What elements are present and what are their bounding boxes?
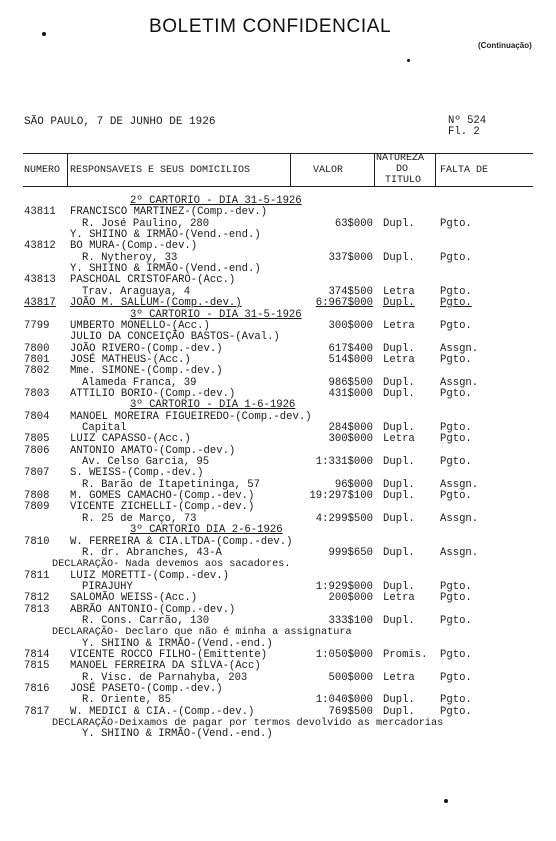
title-nature: Letra xyxy=(383,286,415,298)
party-name: JULIO DA CONCEIÇÃO BASTOS-(Aval.) xyxy=(70,331,280,343)
address-line: R. Nytheroy, 33 xyxy=(82,252,178,264)
protest-reason: Pgto. xyxy=(440,706,472,718)
title-nature: Dupl. xyxy=(383,513,415,525)
party-name: ABRÃO ANTONIO-(Comp.-dev.) xyxy=(70,604,236,616)
protest-reason: Pgto. xyxy=(440,490,472,502)
protest-reason: Assgn. xyxy=(440,343,479,355)
value-amount: 500$000 xyxy=(328,672,373,684)
protest-reason: Pgto. xyxy=(440,433,472,445)
party-name: VICENTE ZICHELLI-(Comp.-dev.) xyxy=(70,501,255,513)
cartorio-heading: 3º CARTORIO DIA 2-6-1926 xyxy=(130,524,283,536)
address-line: Y. SHIINO & IRMÃO-(Vend.-end.) xyxy=(82,728,273,740)
party-name: S. WEISS-(Comp.-dev.) xyxy=(70,467,204,479)
value-amount: 337$000 xyxy=(328,252,373,264)
value-amount: 999$650 xyxy=(328,547,373,559)
address-line: PIRAJUHY xyxy=(82,581,133,593)
entry-number: 7811 xyxy=(24,570,50,582)
continuation-note: (Continuação) xyxy=(478,41,532,50)
party-name: UMBERTO MONELLO-(Acc.) xyxy=(70,320,210,332)
party-name: M. GOMES CAMACHO-(Comp.-dev.) xyxy=(70,490,255,502)
value-amount: 333$100 xyxy=(328,615,373,627)
entry-number: 7805 xyxy=(24,433,50,445)
address-line: R. 25 de Março, 73 xyxy=(82,513,197,525)
party-name: ATTILIO BORIO-(Comp.-dev.) xyxy=(70,388,236,400)
entry-number: 7799 xyxy=(24,320,50,332)
address-line: Trav. Araguaya, 4 xyxy=(82,286,191,298)
cartorio-heading: 2º CARTORIO - DIA 31-5-1926 xyxy=(130,195,302,207)
protest-reason: Pgto. xyxy=(440,456,472,468)
value-amount: 431$000 xyxy=(328,388,373,400)
title-nature: Letra xyxy=(383,433,415,445)
entry-number: 7800 xyxy=(24,343,50,355)
value-amount: 514$000 xyxy=(328,354,373,366)
value-amount: 374$500 xyxy=(328,286,373,298)
title-nature: Dupl. xyxy=(383,422,415,434)
column-natureza-3: TITULO xyxy=(385,175,422,186)
entry-number: 7810 xyxy=(24,536,50,548)
protest-reason: Pgto. xyxy=(440,286,472,298)
entry-number: 7817 xyxy=(24,706,50,718)
entry-number: 43813 xyxy=(24,274,56,286)
entry-number: 7802 xyxy=(24,365,50,377)
entry-number: 43817 xyxy=(24,297,56,309)
column-numero: NUMERO xyxy=(24,165,61,176)
declaration-line: DECLARAÇÃO- Nada devemos aos sacadores. xyxy=(52,559,291,570)
address-line: Alameda Franca, 39 xyxy=(82,377,197,389)
entry-number: 7809 xyxy=(24,501,50,513)
protest-reason: Pgto. xyxy=(440,592,472,604)
title-nature: Dupl. xyxy=(383,615,415,627)
entry-number: 7812 xyxy=(24,592,50,604)
bulletin-number: Nº 524 xyxy=(448,115,487,127)
title-nature: Dupl. xyxy=(383,706,415,718)
value-amount: 769$500 xyxy=(328,706,373,718)
party-name: JOSÉ PASETO-(Comp.-dev.) xyxy=(70,683,223,695)
party-name: LUIZ CAPASSO-(Acc.) xyxy=(70,433,191,445)
value-amount: 300$000 xyxy=(328,433,373,445)
entry-number: 7803 xyxy=(24,388,50,400)
title-nature: Dupl. xyxy=(383,490,415,502)
cartorio-heading: 3º CARTORIO - DIA 1-6-1926 xyxy=(130,399,296,411)
protest-reason: Pgto. xyxy=(440,694,472,706)
address-line: R. dr. Abranches, 43-A xyxy=(82,547,222,559)
party-name: Y. SHIINO & IRMÃO-(Vend.-end.) xyxy=(70,229,261,241)
protest-reason: Pgto. xyxy=(440,388,472,400)
address-line: R. Barão de Itapetininga, 57 xyxy=(82,479,261,491)
protest-reason: Pgto. xyxy=(440,354,472,366)
value-amount: 63$000 xyxy=(334,218,373,230)
declaration-line: DECLARAÇÃO-Deixamos de pagar por termos devolvido as mercadorias xyxy=(52,718,444,729)
party-name: JOÃO RIVERO-(Comp.-dev.) xyxy=(70,343,223,355)
address-line: R. Oriente, 85 xyxy=(82,694,172,706)
entry-number: 43812 xyxy=(24,240,56,252)
party-name: SALOMÃO WEISS-(Acc.) xyxy=(70,592,198,604)
title-nature: Letra xyxy=(383,320,415,332)
value-amount: 19:297$100 xyxy=(309,490,373,502)
address-line: Y. SHIINO & IRMÃO-(Vend.-end.) xyxy=(82,638,273,650)
entry-number: 7807 xyxy=(24,467,50,479)
address-line: Capital xyxy=(82,422,127,434)
protest-reason: Pgto. xyxy=(440,581,472,593)
value-amount: 4:299$500 xyxy=(315,513,373,525)
address-line: Av. Celso Garcia, 95 xyxy=(82,456,210,468)
sheet-number: Fl. 2 xyxy=(448,126,480,138)
protest-reason: Pgto. xyxy=(440,615,472,627)
title-nature: Dupl. xyxy=(383,343,415,355)
value-amount: 284$000 xyxy=(328,422,373,434)
value-amount: 300$000 xyxy=(328,320,373,332)
column-natureza-1: NATUREZA xyxy=(376,153,425,164)
title-nature: Dupl. xyxy=(383,479,415,491)
party-name: FRANCISCO MARTINEZ-(Comp.-dev.) xyxy=(70,206,268,218)
party-name: MANOEL FERREIRA DA SILVA-(Acc) xyxy=(70,660,261,672)
title-nature: Dupl. xyxy=(383,252,415,264)
protest-reason: Assgn. xyxy=(440,479,479,491)
title-nature: Letra xyxy=(383,672,415,684)
entry-number: 7804 xyxy=(24,411,50,423)
party-name: MANOEL MOREIRA FIGUEIREDO-(Comp.-dev.) xyxy=(70,411,312,423)
title-nature: Dupl. xyxy=(383,297,415,309)
protest-reason: Assgn. xyxy=(440,377,479,389)
declaration-line: DECLARAÇÃO- Declaro que não é minha a assignatura xyxy=(52,627,352,638)
place-date: SÃO PAULO, 7 DE JUNHO DE 1926 xyxy=(24,116,216,128)
title-nature: Dupl. xyxy=(383,388,415,400)
value-amount: 617$400 xyxy=(328,343,373,355)
title-nature: Dupl. xyxy=(383,377,415,389)
protest-reason: Pgto. xyxy=(440,218,472,230)
protest-reason: Pgto. xyxy=(440,252,472,264)
value-amount: 1:331$000 xyxy=(315,456,373,468)
ink-mark-dot xyxy=(407,59,410,62)
column-valor: VALOR xyxy=(313,165,344,176)
title-nature: Letra xyxy=(383,592,415,604)
value-amount: 986$500 xyxy=(328,377,373,389)
party-name: ANTONIO AMATO-(Comp.-dev.) xyxy=(70,445,236,457)
entry-number: 7813 xyxy=(24,604,50,616)
entry-number: 7814 xyxy=(24,649,50,661)
column-falta: FALTA DE xyxy=(440,165,489,176)
entry-number: 7806 xyxy=(24,445,50,457)
title-nature: Dupl. xyxy=(383,581,415,593)
party-name: JOSÉ MATHEUS-(Acc.) xyxy=(70,354,191,366)
protest-reason: Pgto. xyxy=(440,672,472,684)
party-name: LUIZ MORETTI-(Comp.-dev.) xyxy=(70,570,229,582)
party-name: W. MEDICI & CIA.-(Comp.-dev.) xyxy=(70,706,255,718)
address-line: R. José Paulino, 280 xyxy=(82,218,210,230)
entry-number: 43811 xyxy=(24,206,56,218)
title-nature: Dupl. xyxy=(383,218,415,230)
protest-reason: Pgto. xyxy=(440,422,472,434)
address-line: R. Visc. de Parnahyba, 203 xyxy=(82,672,248,684)
value-amount: 1:050$000 xyxy=(315,649,373,661)
entry-number: 7816 xyxy=(24,683,50,695)
column-natureza-2: DO xyxy=(396,164,409,175)
protest-reason: Assgn. xyxy=(440,513,479,525)
protest-reason: Pgto. xyxy=(440,649,472,661)
value-amount: 6:967$000 xyxy=(315,297,373,309)
ink-mark-dot xyxy=(444,799,448,803)
party-name: JOÃO M. SALLUM-(Comp.-dev.) xyxy=(70,297,242,309)
title-nature: Dupl. xyxy=(383,456,415,468)
party-name: Y. SHIINO & IRMÃO-(Vend.-end.) xyxy=(70,263,261,275)
party-name: W. FERREIRA & CIA.LTDA-(Comp.-dev.) xyxy=(70,536,293,548)
value-amount: 96$000 xyxy=(334,479,373,491)
column-responsaveis: RESPONSAVEIS E SEUS DOMICILIOS xyxy=(70,165,251,176)
title-nature: Promis. xyxy=(383,649,428,661)
value-amount: 1:929$000 xyxy=(315,581,373,593)
party-name: PASCHOAL CRISTOFARO-(Acc.) xyxy=(70,274,236,286)
protest-reason: Assgn. xyxy=(440,547,479,559)
address-line: R. Cons. Carrão, 130 xyxy=(82,615,210,627)
entry-number: 7801 xyxy=(24,354,50,366)
value-amount: 1:040$000 xyxy=(315,694,373,706)
value-amount: 200$000 xyxy=(328,592,373,604)
party-name: VICENTE ROCCO FILHO-(Emittente) xyxy=(70,649,268,661)
party-name: BO MURA-(Comp.-dev.) xyxy=(70,240,198,252)
title-nature: Dupl. xyxy=(383,547,415,559)
title-nature: Dupl. xyxy=(383,694,415,706)
entry-number: 7808 xyxy=(24,490,50,502)
cartorio-heading: 3º CARTORIO - DIA 31-5-1926 xyxy=(130,309,302,321)
title-nature: Letra xyxy=(383,354,415,366)
ink-mark-dot xyxy=(42,32,46,36)
protest-reason: Pgto. xyxy=(440,320,472,332)
protest-reason: Pgto. xyxy=(440,297,472,309)
document-title: BOLETIM CONFIDENCIAL xyxy=(149,16,392,37)
entry-number: 7815 xyxy=(24,660,50,672)
party-name: Mme. SIMONE-(Comp.-dev.) xyxy=(70,365,223,377)
